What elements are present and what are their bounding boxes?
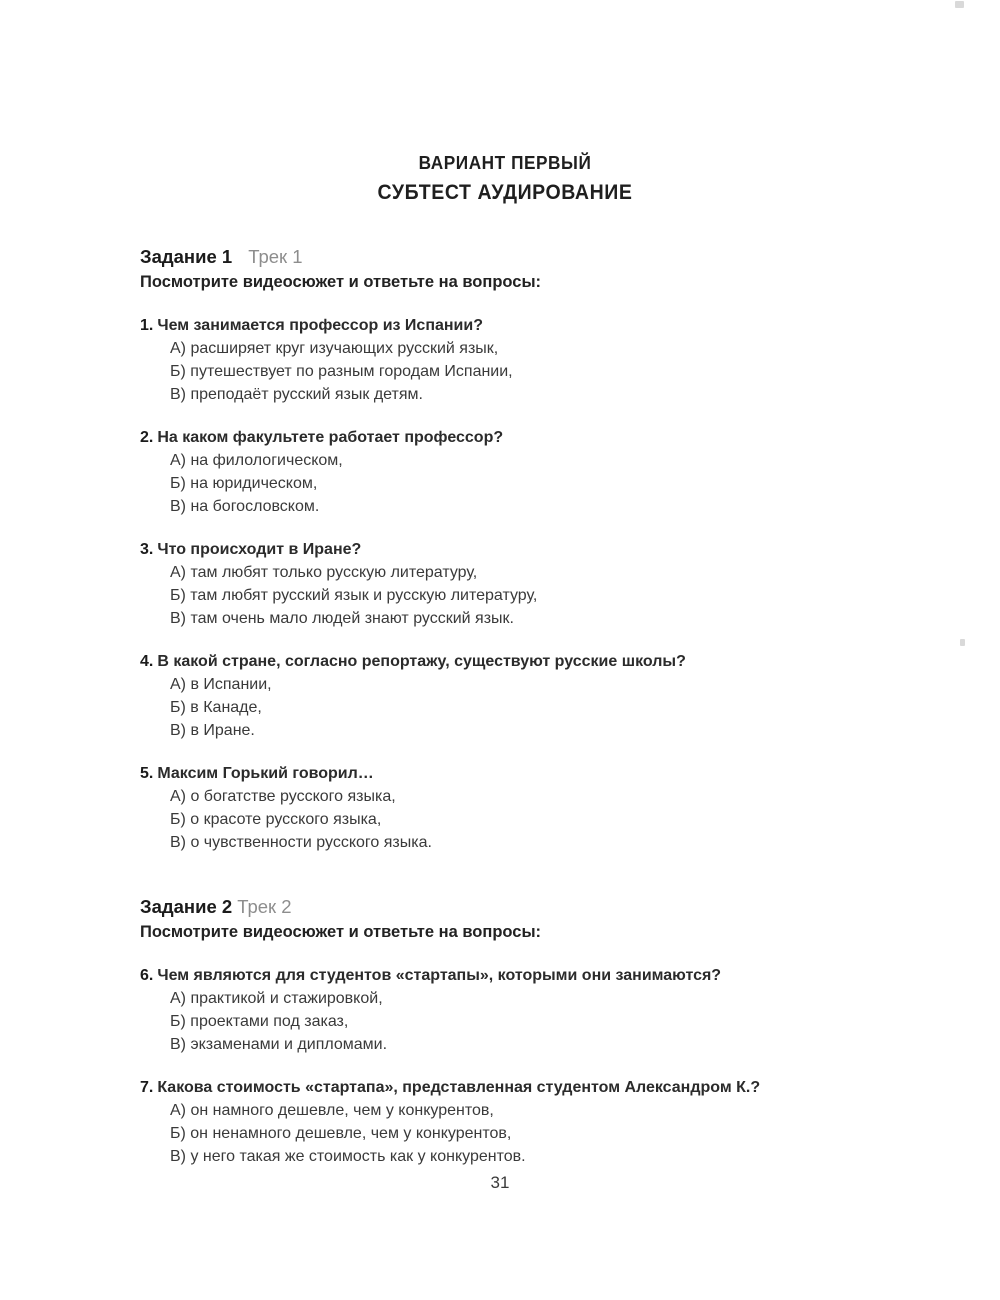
question-4-text: В какой стране, согласно репортажу, существуют русские школы?: [157, 653, 686, 670]
option-v[interactable]: В) там очень мало людей знают русский язык.: [170, 610, 514, 627]
question-2: [140, 426, 870, 518]
question-3-line: [140, 538, 870, 561]
question-4-options: [140, 673, 870, 742]
option-a[interactable]: А) там любят только русскую литературу,: [170, 564, 478, 581]
question-6-options: [140, 987, 870, 1056]
page-number: 31: [490, 1173, 510, 1192]
question-5-line: [140, 762, 870, 785]
option-b[interactable]: Б) там любят русский язык и русскую литературу,: [170, 587, 538, 604]
option-b[interactable]: Б) проектами под заказ,: [170, 1013, 349, 1030]
question-3: [140, 538, 870, 630]
task-instruction-2: Посмотрите видеосюжет и ответьте на вопросы:: [140, 923, 542, 941]
question-5-options: [140, 785, 870, 854]
question-2-line: [140, 426, 870, 449]
question-1-line: [140, 314, 870, 337]
question-1-text: Чем занимается профессор из Испании?: [157, 317, 483, 334]
question-6-line: [140, 964, 870, 987]
question-7-number: 7.: [140, 1079, 154, 1096]
question-3-number: 3.: [140, 541, 154, 558]
task-label-1: Задание 1: [140, 246, 233, 267]
question-3-text: Что происходит в Иране?: [157, 541, 362, 558]
question-7-options: [140, 1099, 870, 1168]
question-6-number: 6.: [140, 967, 154, 984]
question-6: [140, 964, 870, 1056]
question-1-number: 1.: [140, 317, 154, 334]
option-b[interactable]: Б) о красоте русского языка,: [170, 811, 382, 828]
task-section-2: [140, 894, 870, 1168]
option-v[interactable]: В) на богословском.: [170, 498, 320, 515]
question-2-options: [140, 449, 870, 518]
question-2-text: На каком факультете работает профессор?: [157, 429, 504, 446]
option-v[interactable]: В) преподаёт русский язык детям.: [170, 386, 423, 403]
question-3-options: [140, 561, 870, 630]
scan-artifact-speck-middle: [960, 639, 965, 646]
question-1-options: [140, 337, 870, 406]
option-a[interactable]: А) практикой и стажировкой,: [170, 990, 383, 1007]
option-v[interactable]: В) у него такая же стоимость как у конкурентов.: [170, 1148, 526, 1165]
option-v[interactable]: В) экзаменами и дипломами.: [170, 1036, 388, 1053]
scan-artifact-speck-top: [955, 1, 964, 8]
option-a[interactable]: А) расширяет круг изучающих русский язык,: [170, 340, 499, 357]
question-5: [140, 762, 870, 854]
question-5-number: 5.: [140, 765, 154, 782]
task-heading-2: [140, 894, 870, 919]
option-a[interactable]: А) он намного дешевле, чем у конкурентов,: [170, 1102, 494, 1119]
task-instruction-1: Посмотрите видеосюжет и ответьте на вопросы:: [140, 273, 542, 291]
task-track-1: Трек 1: [248, 246, 303, 267]
option-a[interactable]: А) на филологическом,: [170, 452, 343, 469]
question-7-line: [140, 1076, 870, 1099]
question-4-line: [140, 650, 870, 673]
task-label-2: Задание 2: [140, 896, 233, 917]
question-7-text: Какова стоимость «стартапа», представленная студентом Александром К.?: [157, 1079, 761, 1096]
question-5-text: Максим Горький говорил…: [157, 765, 374, 782]
option-b[interactable]: Б) он ненамного дешевле, чем у конкурентов,: [170, 1125, 512, 1142]
task-heading-1: [140, 244, 870, 269]
option-v[interactable]: В) о чувственности русского языка.: [170, 834, 432, 851]
option-a[interactable]: А) в Испании,: [170, 676, 272, 693]
option-b[interactable]: Б) в Канаде,: [170, 699, 262, 716]
question-4-number: 4.: [140, 653, 154, 670]
question-4: [140, 650, 870, 742]
option-b[interactable]: Б) путешествует по разным городам Испании,: [170, 363, 513, 380]
option-b[interactable]: Б) на юридическом,: [170, 475, 318, 492]
task-track-2: Трек 2: [237, 896, 292, 917]
question-7: [140, 1076, 870, 1168]
subtest-title: СУБТЕСТ АУДИРОВАНИЕ: [377, 181, 633, 204]
variant-title: ВАРИАНТ ПЕРВЫЙ: [418, 152, 592, 173]
page-content: [140, 150, 870, 1168]
option-v[interactable]: В) в Иране.: [170, 722, 255, 739]
question-2-number: 2.: [140, 429, 154, 446]
question-1: [140, 314, 870, 406]
task-section-1: [140, 244, 870, 854]
option-a[interactable]: А) о богатстве русского языка,: [170, 788, 396, 805]
question-6-text: Чем являются для студентов «стартапы», которыми они занимаются?: [157, 967, 722, 984]
document-title-block: [140, 150, 870, 208]
